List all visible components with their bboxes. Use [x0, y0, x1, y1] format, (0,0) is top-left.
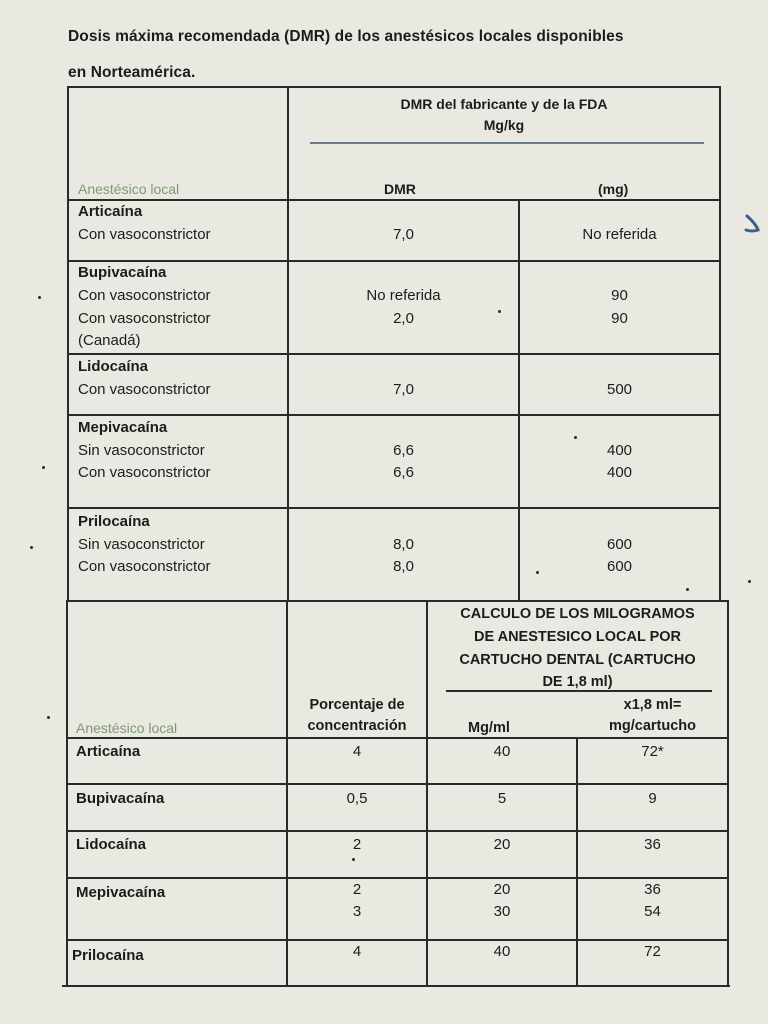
drug-variant: Con vasoconstrictor: [78, 464, 211, 481]
col-local-label: Anestésico local: [76, 720, 178, 736]
pct-value: 4: [352, 943, 362, 960]
drug-variant: Con vasoconstrictor: [78, 381, 211, 398]
drug-variant: (Canadá): [78, 332, 141, 349]
cart-value: 72*: [641, 743, 664, 760]
col-cart-label-2: mg/cartucho: [608, 718, 696, 734]
drug-name: Mepivacaína: [78, 419, 168, 436]
col-mg-label: (mg): [598, 181, 629, 197]
dmr-value: 7,0: [393, 226, 414, 243]
calc-header-line1: CALCULO DE LOS MILOGRAMOS: [460, 606, 695, 622]
drug-name: Lidocaína: [76, 836, 147, 853]
mg-value: 600: [606, 536, 633, 553]
dmr-value: No referida: [366, 287, 441, 304]
mgml-value: 5: [497, 790, 507, 807]
cart-value: 36: [644, 881, 661, 898]
drug-name: Prilocaína: [78, 513, 150, 530]
col-mgml-label: Mg/ml: [468, 720, 510, 736]
calc-header-line3: CARTUCHO DENTAL (CARTUCHO: [459, 652, 696, 668]
mgml-value: 20: [493, 836, 511, 853]
mg-value: 400: [606, 442, 633, 459]
cart-value: 36: [644, 836, 661, 853]
drug-name: Bupivacaína: [76, 790, 165, 807]
drug-name: Articaína: [78, 203, 143, 220]
mgml-value: 30: [493, 903, 511, 920]
paper-speck: [574, 436, 577, 439]
col-pct-label-2: concentración: [307, 718, 407, 734]
pct-value: 0,5: [346, 790, 368, 807]
pct-value: 2: [352, 836, 362, 853]
mg-value: 600: [606, 558, 633, 575]
paper-speck: [536, 571, 539, 574]
drug-variant: Con vasoconstrictor: [78, 287, 211, 304]
page-title-line1: Dosis máxima recomendada (DMR) de los anestésicos locales disponibles: [68, 28, 624, 45]
pen-mark-icon: [744, 214, 762, 236]
page-title-line2: en Norteamérica.: [68, 64, 196, 81]
dmr-header-unit: Mg/kg: [483, 117, 525, 133]
mgml-value: 40: [493, 743, 511, 760]
mg-value: 90: [611, 310, 628, 327]
paper-speck: [352, 858, 355, 861]
drug-variant: Con vasoconstrictor: [78, 226, 211, 243]
paper-speck: [47, 716, 50, 719]
dmr-value: 6,6: [393, 464, 414, 481]
paper-speck: [42, 466, 45, 469]
pct-value: 3: [352, 903, 362, 920]
paper-speck: [498, 310, 501, 313]
paper-speck: [30, 546, 33, 549]
dmr-value: 2,0: [393, 310, 414, 327]
dmr-value: 8,0: [393, 558, 414, 575]
mg-value: 90: [611, 287, 628, 304]
paper-speck: [748, 580, 751, 583]
pct-value: 2: [352, 881, 362, 898]
mgml-value: 40: [493, 943, 511, 960]
cart-value: 72: [644, 943, 661, 960]
col-dmr-label: DMR: [384, 181, 416, 197]
drug-name: Mepivacaína: [76, 884, 166, 901]
mgml-value: 20: [493, 881, 511, 898]
drug-variant: Sin vasoconstrictor: [78, 442, 205, 459]
paper-speck: [38, 296, 41, 299]
calc-header-line4: DE 1,8 ml): [542, 674, 613, 690]
drug-variant: Con vasoconstrictor: [78, 310, 211, 327]
dmr-value: 6,6: [393, 442, 414, 459]
pct-value: 4: [352, 743, 362, 760]
cart-value: 54: [644, 903, 661, 920]
mg-value: 500: [606, 381, 633, 398]
col-local-label: Anestésico local: [78, 181, 180, 197]
col-pct-label-1: Porcentaje de: [309, 697, 405, 713]
dmr-header-group: DMR del fabricante y de la FDA: [400, 96, 608, 112]
drug-variant: Sin vasoconstrictor: [78, 536, 205, 553]
calc-header-line2: DE ANESTESICO LOCAL POR: [473, 629, 682, 645]
mg-value: 400: [606, 464, 633, 481]
cart-value: 9: [648, 790, 657, 807]
col-cart-label-1: x1,8 ml=: [623, 697, 682, 713]
drug-name: Articaína: [76, 743, 141, 760]
drug-name: Prilocaína: [72, 947, 144, 964]
mg-value: No referida: [582, 226, 657, 243]
paper-speck: [686, 588, 689, 591]
drug-variant: Con vasoconstrictor: [78, 558, 211, 575]
drug-name: Bupivacaína: [78, 264, 167, 281]
dmr-value: 7,0: [393, 381, 414, 398]
dmr-value: 8,0: [393, 536, 414, 553]
drug-name: Lidocaína: [78, 358, 149, 375]
